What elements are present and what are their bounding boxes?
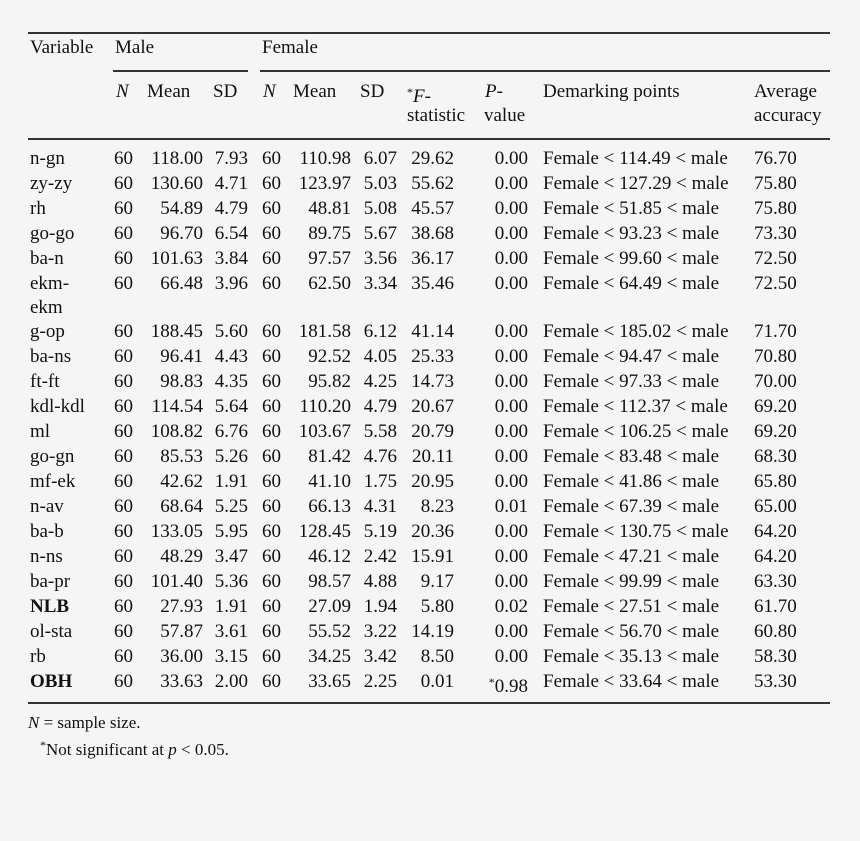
cell-male-sd: 2.00 — [214, 671, 248, 692]
cell-male-mean: 33.63 — [160, 671, 203, 692]
cell-f-statistic: 5.80 — [420, 596, 454, 617]
cell-female-mean: 89.75 — [308, 223, 351, 244]
cell-female-mean: 128.45 — [298, 521, 351, 542]
cell-male-sd: 6.54 — [214, 223, 248, 244]
cell-male-sd: 3.15 — [214, 646, 248, 667]
cell-male-sd: 3.84 — [214, 248, 248, 269]
cell-male-n: 60 — [114, 371, 133, 392]
cell-female-n: 60 — [262, 198, 281, 219]
cell-p-value: 0.00 — [494, 173, 528, 194]
cell-female-n: 60 — [262, 546, 281, 567]
cell-variable: ba-pr — [30, 571, 71, 592]
footnote-p-symbol: p — [168, 740, 177, 759]
cell-variable: rh — [30, 198, 46, 219]
cell-demarking-point: Female < 99.60 < male — [543, 248, 720, 269]
header-female-mean: Mean — [293, 81, 337, 102]
cell-p-value: 0.00 — [494, 646, 528, 667]
cell-female-n: 60 — [262, 421, 281, 442]
cell-female-mean: 33.65 — [308, 671, 351, 692]
footnote-p-text: < 0.05. — [176, 740, 229, 759]
cell-f-statistic: 20.79 — [411, 421, 454, 442]
cell-female-sd: 6.07 — [363, 148, 397, 169]
cell-male-n: 60 — [114, 198, 133, 219]
cell-p-value: 0.00 — [494, 248, 528, 269]
cell-average-accuracy: 60.80 — [754, 621, 797, 642]
cell-variable: go-go — [30, 223, 75, 244]
cell-p-value: 0.00 — [494, 571, 528, 592]
cell-female-mean: 181.58 — [298, 321, 351, 342]
cell-variable: ekm- — [30, 273, 70, 294]
cell-demarking-point: Female < 94.47 < male — [543, 346, 720, 367]
p-value-text: 0.98 — [494, 676, 528, 697]
footnote-n-text: = sample size. — [39, 713, 141, 732]
cell-female-n: 60 — [262, 173, 281, 194]
cell-male-mean: 101.63 — [150, 248, 203, 269]
cell-male-sd: 4.35 — [214, 371, 248, 392]
cell-p-value: 0.00 — [494, 421, 528, 442]
cell-male-mean: 27.93 — [160, 596, 203, 617]
cell-p-value: 0.00 — [494, 446, 528, 467]
cell-variable: ba-ns — [30, 346, 72, 367]
cell-demarking-point: Female < 97.33 < male — [543, 371, 720, 392]
cell-female-mean: 66.13 — [308, 496, 351, 517]
cell-male-sd: 3.47 — [214, 546, 248, 567]
header-accuracy-line1: Average — [754, 81, 817, 102]
cell-female-mean: 41.10 — [308, 471, 351, 492]
cell-female-sd: 5.08 — [363, 198, 397, 219]
cell-female-n: 60 — [262, 273, 281, 294]
cell-male-mean: 48.29 — [160, 546, 203, 567]
cell-variable: ba-n — [30, 248, 64, 269]
cell-female-sd: 3.56 — [363, 248, 397, 269]
cell-male-n: 60 — [114, 596, 133, 617]
cell-male-mean: 114.54 — [151, 396, 203, 417]
cell-average-accuracy: 69.20 — [754, 421, 797, 442]
header-f-statistic-line2: statistic — [407, 105, 466, 126]
cell-p-value: 0.00 — [494, 223, 528, 244]
cell-female-n: 60 — [262, 446, 281, 467]
cell-f-statistic: 36.17 — [411, 248, 454, 269]
cell-female-mean: 103.67 — [298, 421, 351, 442]
cell-male-mean: 118.00 — [151, 148, 203, 169]
cell-p-value: 0.02 — [494, 596, 528, 617]
cell-male-sd: 5.60 — [214, 321, 248, 342]
cell-p-value: 0.00 — [494, 396, 528, 417]
cell-average-accuracy: 71.70 — [754, 321, 797, 342]
cell-male-n: 60 — [114, 496, 133, 517]
cell-variable: ft-ft — [30, 371, 60, 392]
cell-demarking-point: Female < 83.48 < male — [543, 446, 720, 467]
header-accuracy-line2: accuracy — [754, 105, 822, 126]
cell-male-mean: 98.83 — [160, 371, 203, 392]
cell-f-statistic: 41.14 — [411, 321, 454, 342]
cell-p-value: 0.00 — [494, 371, 528, 392]
cell-female-mean: 92.52 — [308, 346, 351, 367]
cell-male-sd: 4.71 — [214, 173, 248, 194]
cell-male-mean: 108.82 — [150, 421, 203, 442]
header-p-value-line2: value — [484, 105, 526, 126]
cell-variable: ba-b — [30, 521, 64, 542]
cell-female-sd: 1.75 — [363, 471, 397, 492]
cell-female-mean: 97.57 — [308, 248, 351, 269]
cell-male-mean: 133.05 — [150, 521, 203, 542]
cell-variable: NLB — [30, 596, 70, 617]
header-f-symbol: F- — [413, 86, 431, 107]
not-significant-marker: * — [488, 675, 495, 689]
cell-female-n: 60 — [262, 371, 281, 392]
cell-male-sd: 1.91 — [214, 596, 248, 617]
cell-female-sd: 3.42 — [363, 646, 397, 667]
cell-demarking-point: Female < 51.85 < male — [543, 198, 720, 219]
cell-male-mean: 36.00 — [160, 646, 203, 667]
cell-p-value: 0.00 — [494, 148, 528, 169]
cell-average-accuracy: 73.30 — [754, 223, 797, 244]
cell-female-sd: 6.12 — [363, 321, 397, 342]
cell-variable: rb — [30, 646, 46, 667]
header-f-statistic-line1 — [407, 81, 431, 108]
cell-male-n: 60 — [114, 571, 133, 592]
table-footnotes — [28, 712, 229, 761]
cell-male-n: 60 — [114, 446, 133, 467]
cell-female-sd: 4.76 — [363, 446, 397, 467]
cell-female-n: 60 — [262, 223, 281, 244]
cell-p-value: 0.01 — [494, 496, 528, 517]
cell-female-mean: 95.82 — [308, 371, 351, 392]
cell-f-statistic: 20.95 — [411, 471, 454, 492]
cell-male-mean: 66.48 — [160, 273, 203, 294]
cell-female-mean: 48.81 — [308, 198, 351, 219]
cell-female-mean: 110.98 — [299, 148, 351, 169]
cell-average-accuracy: 64.20 — [754, 521, 797, 542]
cell-f-statistic: 35.46 — [411, 273, 454, 294]
cell-male-n: 60 — [114, 148, 133, 169]
cell-female-n: 60 — [262, 346, 281, 367]
cell-average-accuracy: 70.00 — [754, 371, 797, 392]
cell-male-sd: 6.76 — [214, 421, 248, 442]
footnote-n-symbol: N — [28, 713, 40, 732]
cell-average-accuracy: 70.80 — [754, 346, 797, 367]
cell-f-statistic: 38.68 — [411, 223, 454, 244]
cell-male-sd: 4.79 — [214, 198, 248, 219]
cell-average-accuracy: 61.70 — [754, 596, 797, 617]
cell-female-n: 60 — [262, 148, 281, 169]
cell-female-n: 60 — [262, 596, 281, 617]
cell-female-sd: 5.19 — [363, 521, 397, 542]
cell-male-n: 60 — [114, 471, 133, 492]
cell-female-sd: 5.03 — [363, 173, 397, 194]
cell-female-n: 60 — [262, 671, 281, 692]
cell-male-sd: 3.96 — [214, 273, 248, 294]
cell-variable: OBH — [30, 671, 73, 692]
cell-variable: ol-sta — [30, 621, 73, 642]
cell-demarking-point: Female < 99.99 < male — [543, 571, 720, 592]
cell-female-sd: 4.05 — [363, 346, 397, 367]
cell-f-statistic: 14.19 — [411, 621, 454, 642]
cell-male-mean: 57.87 — [160, 621, 203, 642]
cell-demarking-point: Female < 185.02 < male — [543, 321, 729, 342]
cell-male-n: 60 — [114, 396, 133, 417]
cell-male-n: 60 — [114, 421, 133, 442]
cell-male-n: 60 — [114, 621, 133, 642]
cell-male-n: 60 — [114, 646, 133, 667]
cell-demarking-point: Female < 67.39 < male — [543, 496, 720, 517]
cell-variable: n-ns — [30, 546, 63, 567]
cell-female-sd: 5.58 — [363, 421, 397, 442]
cell-p-value: 0.00 — [494, 546, 528, 567]
f-star-marker: * — [407, 85, 413, 99]
cell-male-mean: 188.45 — [150, 321, 203, 342]
cell-variable: ml — [30, 421, 51, 442]
cell-f-statistic: 20.36 — [411, 521, 454, 542]
cell-average-accuracy: 68.30 — [754, 446, 797, 467]
cell-female-sd: 5.67 — [363, 223, 397, 244]
cell-male-mean: 42.62 — [160, 471, 203, 492]
cell-average-accuracy: 53.30 — [754, 671, 797, 692]
cell-male-sd: 3.61 — [214, 621, 248, 642]
cell-variable: n-av — [30, 496, 64, 517]
cell-male-sd: 1.91 — [214, 471, 248, 492]
cell-female-sd: 3.22 — [363, 621, 397, 642]
cell-female-mean: 46.12 — [308, 546, 351, 567]
cell-p-value — [489, 671, 528, 698]
header-female: Female — [262, 37, 318, 58]
cell-average-accuracy: 72.50 — [754, 273, 797, 294]
cell-f-statistic: 15.91 — [411, 546, 454, 567]
male-group-rule — [113, 70, 248, 72]
cell-f-statistic: 20.11 — [411, 446, 454, 467]
cell-female-n: 60 — [262, 521, 281, 542]
cell-f-statistic: 8.50 — [420, 646, 454, 667]
cell-variable: g-op — [30, 321, 65, 342]
cell-male-mean: 68.64 — [160, 496, 203, 517]
cell-male-n: 60 — [114, 521, 133, 542]
cell-variable: n-gn — [30, 148, 65, 169]
cell-f-statistic: 8.23 — [420, 496, 454, 517]
cell-f-statistic: 55.62 — [411, 173, 454, 194]
header-male-sd: SD — [213, 81, 238, 102]
cell-male-sd: 4.43 — [214, 346, 248, 367]
footnote-star: * — [40, 738, 46, 752]
cell-male-sd: 7.93 — [214, 148, 248, 169]
cell-average-accuracy: 69.20 — [754, 396, 797, 417]
top-rule — [28, 32, 830, 34]
cell-p-value: 0.00 — [494, 346, 528, 367]
cell-demarking-point: Female < 130.75 < male — [543, 521, 729, 542]
footnote-significance — [28, 734, 229, 761]
bottom-rule — [28, 702, 830, 704]
cell-demarking-point: Female < 56.70 < male — [543, 621, 720, 642]
cell-demarking-point: Female < 33.64 < male — [543, 671, 720, 692]
cell-demarking-point: Female < 112.37 < male — [543, 396, 728, 417]
cell-female-mean: 123.97 — [298, 173, 351, 194]
cell-average-accuracy: 64.20 — [754, 546, 797, 567]
cell-f-statistic: 29.62 — [411, 148, 454, 169]
cell-female-n: 60 — [262, 571, 281, 592]
footnote-star-text: Not significant at — [46, 740, 169, 759]
cell-female-n: 60 — [262, 471, 281, 492]
cell-male-n: 60 — [114, 346, 133, 367]
cell-average-accuracy: 72.50 — [754, 248, 797, 269]
cell-male-sd: 5.64 — [214, 396, 248, 417]
cell-female-n: 60 — [262, 321, 281, 342]
cell-female-sd: 4.31 — [363, 496, 397, 517]
cell-p-value: 0.00 — [494, 471, 528, 492]
cell-average-accuracy: 75.80 — [754, 173, 797, 194]
cell-variable: go-gn — [30, 446, 75, 467]
cell-female-n: 60 — [262, 646, 281, 667]
cell-f-statistic: 0.01 — [420, 671, 454, 692]
cell-male-n: 60 — [114, 248, 133, 269]
cell-variable: zy-zy — [30, 173, 73, 194]
header-female-n: N — [263, 81, 276, 102]
cell-average-accuracy: 65.80 — [754, 471, 797, 492]
header-p-value-line1: P- — [485, 81, 503, 102]
cell-male-sd: 5.26 — [214, 446, 248, 467]
cell-demarking-point: Female < 35.13 < male — [543, 646, 720, 667]
cell-male-mean: 130.60 — [150, 173, 203, 194]
cell-average-accuracy: 63.30 — [754, 571, 797, 592]
cell-f-statistic: 14.73 — [411, 371, 454, 392]
cell-female-sd: 3.34 — [363, 273, 397, 294]
cell-p-value: 0.00 — [494, 621, 528, 642]
cell-female-mean: 98.57 — [308, 571, 351, 592]
cell-male-mean: 85.53 — [160, 446, 203, 467]
cell-male-n: 60 — [114, 671, 133, 692]
cell-male-n: 60 — [114, 321, 133, 342]
cell-male-sd: 5.36 — [214, 571, 248, 592]
cell-female-sd: 4.88 — [363, 571, 397, 592]
cell-female-sd: 2.25 — [363, 671, 397, 692]
cell-average-accuracy: 75.80 — [754, 198, 797, 219]
cell-demarking-point: Female < 64.49 < male — [543, 273, 720, 294]
cell-female-n: 60 — [262, 396, 281, 417]
cell-average-accuracy: 58.30 — [754, 646, 797, 667]
cell-f-statistic: 20.67 — [411, 396, 454, 417]
cell-average-accuracy: 76.70 — [754, 148, 797, 169]
cell-female-n: 60 — [262, 621, 281, 642]
cell-variable: mf-ek — [30, 471, 76, 492]
cell-male-n: 60 — [114, 173, 133, 194]
cell-female-sd: 4.79 — [363, 396, 397, 417]
cell-female-mean: 34.25 — [308, 646, 351, 667]
cell-male-n: 60 — [114, 546, 133, 567]
cell-female-n: 60 — [262, 248, 281, 269]
cell-demarking-point: Female < 47.21 < male — [543, 546, 720, 567]
cell-male-mean: 96.41 — [160, 346, 203, 367]
cell-demarking-point: Female < 106.25 < male — [543, 421, 729, 442]
cell-variable-continued: ekm — [30, 297, 63, 318]
cell-male-sd: 5.25 — [214, 496, 248, 517]
cell-male-mean: 96.70 — [160, 223, 203, 244]
cell-f-statistic: 25.33 — [411, 346, 454, 367]
cell-demarking-point: Female < 127.29 < male — [543, 173, 729, 194]
cell-male-sd: 5.95 — [214, 521, 248, 542]
footnote-n — [28, 712, 229, 734]
cell-variable: kdl-kdl — [30, 396, 85, 417]
cell-average-accuracy: 65.00 — [754, 496, 797, 517]
female-group-rule — [260, 70, 830, 72]
cell-female-n: 60 — [262, 496, 281, 517]
cell-demarking-point: Female < 41.86 < male — [543, 471, 720, 492]
cell-female-sd: 4.25 — [363, 371, 397, 392]
cell-female-mean: 27.09 — [308, 596, 351, 617]
header-male-n: N — [116, 81, 129, 102]
cell-f-statistic: 9.17 — [420, 571, 454, 592]
header-bottom-rule — [28, 138, 830, 140]
cell-female-mean: 62.50 — [308, 273, 351, 294]
cell-p-value: 0.00 — [494, 321, 528, 342]
cell-p-value: 0.00 — [494, 273, 528, 294]
cell-p-value: 0.00 — [494, 521, 528, 542]
cell-male-mean: 54.89 — [160, 198, 203, 219]
cell-male-n: 60 — [114, 273, 133, 294]
cell-male-n: 60 — [114, 223, 133, 244]
header-demarking-points: Demarking points — [543, 81, 680, 102]
cell-female-mean: 55.52 — [308, 621, 351, 642]
cell-female-mean: 81.42 — [308, 446, 351, 467]
cell-female-sd: 2.42 — [363, 546, 397, 567]
header-female-sd: SD — [360, 81, 385, 102]
header-variable: Variable — [30, 37, 94, 58]
cell-demarking-point: Female < 27.51 < male — [543, 596, 720, 617]
cell-demarking-point: Female < 93.23 < male — [543, 223, 720, 244]
cell-female-mean: 110.20 — [299, 396, 351, 417]
cell-female-sd: 1.94 — [363, 596, 397, 617]
header-male: Male — [115, 37, 155, 58]
cell-f-statistic: 45.57 — [411, 198, 454, 219]
cell-demarking-point: Female < 114.49 < male — [543, 148, 728, 169]
cell-male-mean: 101.40 — [150, 571, 203, 592]
header-male-mean: Mean — [147, 81, 191, 102]
cell-p-value: 0.00 — [494, 198, 528, 219]
